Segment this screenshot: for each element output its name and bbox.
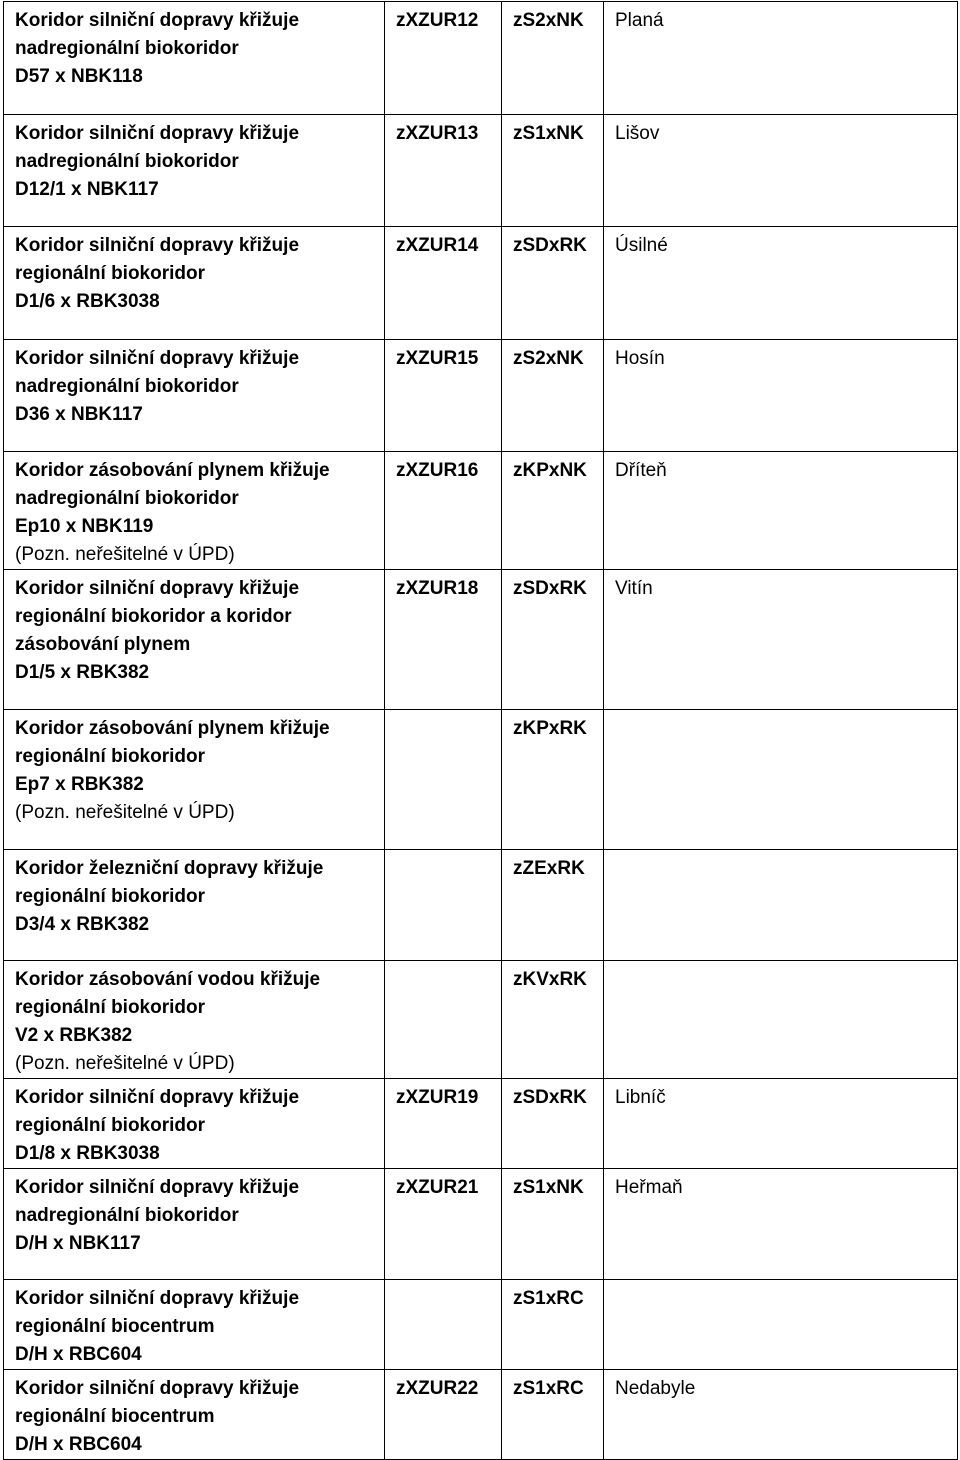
note-line: (Pozn. neřešitelné v ÚPD) <box>15 544 235 565</box>
description-line: D3/4 x RBK382 <box>15 914 150 935</box>
description-cell <box>4 710 385 850</box>
description-line: regionální biokoridor <box>15 997 206 1018</box>
description-line: nadregionální biokoridor <box>15 376 239 397</box>
type-cell: zS1xRC <box>502 1370 604 1460</box>
description-line: Koridor silniční dopravy křižuje <box>15 123 300 144</box>
type-cell: zKVxRK <box>502 961 604 1079</box>
place-cell <box>604 961 958 1079</box>
description-line: D1/8 x RBK3038 <box>15 1143 160 1164</box>
description-line: Koridor silniční dopravy křižuje <box>15 10 300 31</box>
description-line: Koridor železniční dopravy křižuje <box>15 858 324 879</box>
code-cell: zXZUR22 <box>385 1370 502 1460</box>
description-line: Koridor silniční dopravy křižuje <box>15 1288 300 1309</box>
code-cell <box>385 710 502 850</box>
type-cell: zSDxRK <box>502 1079 604 1169</box>
type-cell: zS1xNK <box>502 1169 604 1280</box>
code-cell <box>385 1280 502 1370</box>
description-line: D1/5 x RBK382 <box>15 662 150 683</box>
place-cell: Lišov <box>604 115 958 227</box>
table-row <box>4 2 958 115</box>
description-cell <box>4 961 385 1079</box>
description-line: regionální biocentrum <box>15 1316 215 1337</box>
place-cell <box>604 710 958 850</box>
code-cell: zXZUR13 <box>385 115 502 227</box>
description-line: Koridor silniční dopravy křižuje <box>15 348 300 369</box>
description-cell <box>4 1370 385 1460</box>
place-cell: Libníč <box>604 1079 958 1169</box>
note-line: (Pozn. neřešitelné v ÚPD) <box>15 1053 235 1074</box>
description-cell <box>4 452 385 570</box>
place-cell: Nedabyle <box>604 1370 958 1460</box>
table-row <box>4 710 958 850</box>
place-cell: Heřmaň <box>604 1169 958 1280</box>
table-row <box>4 340 958 452</box>
description-line: zásobování plynem <box>15 634 191 655</box>
corridor-table <box>3 1 958 1460</box>
type-cell: zS2xNK <box>502 340 604 452</box>
description-line: D12/1 x NBK117 <box>15 179 159 200</box>
description-line: regionální biocentrum <box>15 1406 215 1427</box>
type-cell: zS1xRC <box>502 1280 604 1370</box>
table-row <box>4 452 958 570</box>
description-line: Koridor zásobování plynem křižuje <box>15 718 330 739</box>
note-line: (Pozn. neřešitelné v ÚPD) <box>15 802 235 823</box>
table-row <box>4 961 958 1079</box>
code-cell <box>385 961 502 1079</box>
description-line: D/H x NBK117 <box>15 1233 141 1254</box>
code-cell: zXZUR21 <box>385 1169 502 1280</box>
description-cell <box>4 1079 385 1169</box>
description-cell <box>4 115 385 227</box>
table-row <box>4 850 958 961</box>
description-cell <box>4 2 385 115</box>
description-line: regionální biokoridor <box>15 263 206 284</box>
table-row <box>4 115 958 227</box>
description-cell <box>4 340 385 452</box>
type-cell: zS1xNK <box>502 115 604 227</box>
place-cell <box>604 1280 958 1370</box>
description-line: Koridor silniční dopravy křižuje <box>15 1177 300 1198</box>
type-cell: zSDxRK <box>502 570 604 710</box>
type-cell: zKPxRK <box>502 710 604 850</box>
table-row <box>4 1169 958 1280</box>
code-cell <box>385 850 502 961</box>
description-line: D1/6 x RBK3038 <box>15 291 160 312</box>
description-line: Koridor zásobování vodou křižuje <box>15 969 321 990</box>
description-line: Koridor silniční dopravy křižuje <box>15 1378 300 1399</box>
description-cell <box>4 1280 385 1370</box>
description-line: D/H x RBC604 <box>15 1434 142 1455</box>
description-line: nadregionální biokoridor <box>15 151 239 172</box>
description-line: nadregionální biokoridor <box>15 1205 239 1226</box>
description-cell <box>4 850 385 961</box>
type-cell: zS2xNK <box>502 2 604 115</box>
code-cell: zXZUR18 <box>385 570 502 710</box>
code-cell: zXZUR12 <box>385 2 502 115</box>
type-cell: zZExRK <box>502 850 604 961</box>
table-row <box>4 1280 958 1370</box>
type-cell: zSDxRK <box>502 227 604 340</box>
code-cell: zXZUR15 <box>385 340 502 452</box>
description-line: regionální biokoridor <box>15 1115 206 1136</box>
description-cell <box>4 1169 385 1280</box>
description-line: V2 x RBK382 <box>15 1025 133 1046</box>
description-line: D/H x RBC604 <box>15 1344 142 1365</box>
code-cell: zXZUR19 <box>385 1079 502 1169</box>
place-cell <box>604 850 958 961</box>
description-line: nadregionální biokoridor <box>15 38 239 59</box>
description-line: Ep10 x NBK119 <box>15 516 154 537</box>
description-line: nadregionální biokoridor <box>15 488 239 509</box>
table-body <box>4 2 958 1460</box>
table-row <box>4 1370 958 1460</box>
place-cell: Planá <box>604 2 958 115</box>
table-row <box>4 227 958 340</box>
description-line: Koridor silniční dopravy křižuje <box>15 578 300 599</box>
code-cell: zXZUR16 <box>385 452 502 570</box>
description-line: regionální biokoridor <box>15 746 206 767</box>
place-cell: Dříteň <box>604 452 958 570</box>
table-row <box>4 570 958 710</box>
description-line: Koridor zásobování plynem křižuje <box>15 460 330 481</box>
type-cell: zKPxNK <box>502 452 604 570</box>
place-cell: Úsilné <box>604 227 958 340</box>
description-line: D57 x NBK118 <box>15 66 143 87</box>
description-line: D36 x NBK117 <box>15 404 143 425</box>
code-cell: zXZUR14 <box>385 227 502 340</box>
description-cell <box>4 570 385 710</box>
description-cell <box>4 227 385 340</box>
description-line: regionální biokoridor <box>15 886 206 907</box>
description-line: Koridor silniční dopravy křižuje <box>15 235 300 256</box>
description-line: Koridor silniční dopravy křižuje <box>15 1087 300 1108</box>
description-line: Ep7 x RBK382 <box>15 774 144 795</box>
description-line: regionální biokoridor a koridor <box>15 606 292 627</box>
table-row <box>4 1079 958 1169</box>
place-cell: Hosín <box>604 340 958 452</box>
place-cell: Vitín <box>604 570 958 710</box>
